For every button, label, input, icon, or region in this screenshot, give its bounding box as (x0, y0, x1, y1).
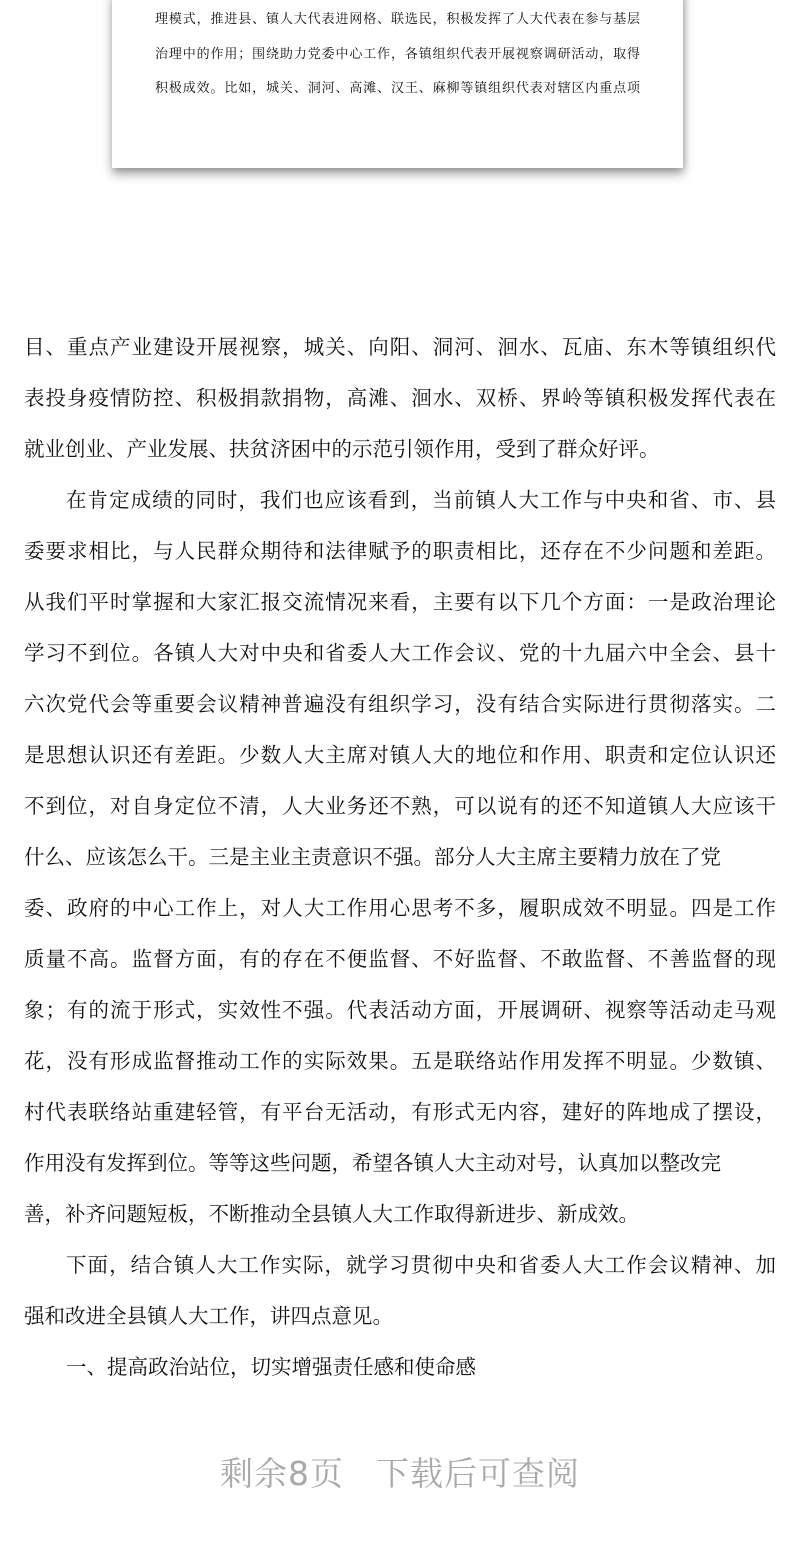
document-body (24, 322, 776, 1393)
card-text-line: 积极成效。比如，城关、洞河、高滩、汉王、麻柳等镇组织代表对辖区内重点项 (155, 81, 640, 96)
text-line: 委要求相比，与人民群众期待和法律赋予的职责相比，还存在不少问题和差距。 (24, 539, 776, 563)
text-line: 表投身疫情防控、积极捐款捐物，高滩、洄水、双桥、界岭等镇积极发挥代表在 (24, 386, 776, 410)
text-line: 善，补齐问题短板，不断推动全县镇人大工作取得新进步、新成效。 (24, 1202, 639, 1226)
text-line: 是思想认识还有差距。少数人大主席对镇人大的地位和作用、职责和定位认识还 (24, 743, 776, 767)
text-line: 学习不到位。各镇人大对中央和省委人大工作会议、党的十九届六中全会、县十 (24, 641, 776, 665)
download-prompt[interactable] (0, 1448, 800, 1495)
card-text-line: 理模式，推进县、镇人大代表进网格、联选民，积极发挥了人大代表在参与基层 (155, 12, 640, 27)
download-to-view-text[interactable]: 下载后可查阅 (376, 1454, 580, 1493)
text-line: 花，没有形成监督推动工作的实际效果。五是联络站作用发挥不明显。少数镇、 (24, 1049, 776, 1073)
card-text-line: 治理中的作用；围绕助力党委中心工作，各镇组织代表开展视察调研活动，取得 (155, 47, 640, 62)
section-heading: 一、提高政治站位，切实增强责任感和使命感 (66, 1355, 476, 1379)
text-line: 村代表联络站重建轻管，有平台无活动，有形式无内容，建好的阵地成了摆设， (24, 1100, 776, 1124)
text-line: 质量不高。监督方面，有的存在不便监督、不好监督、不敢监督、不善监督的现 (24, 947, 776, 971)
remaining-pages-text: 剩余8页 (220, 1454, 344, 1493)
previous-page-card (112, 0, 683, 168)
text-line: 不到位，对自身定位不清，人大业务还不熟，可以说有的还不知道镇人大应该干 (24, 794, 776, 818)
text-line: 委、政府的中心工作上，对人大工作用心思考不多，履职成效不明显。四是工作 (24, 896, 776, 920)
text-line: 象；有的流于形式，实效性不强。代表活动方面，开展调研、视察等活动走马观 (24, 998, 776, 1022)
text-line: 六次党代会等重要会议精神普遍没有组织学习，没有结合实际进行贯彻落实。二 (24, 692, 776, 716)
text-line: 什么、应该怎么干。三是主业主责意识不强。部分人大主席主要精力放在了党 (24, 845, 721, 869)
text-line: 强和改进全县镇人大工作，讲四点意见。 (24, 1304, 393, 1328)
text-line: 从我们平时掌握和大家汇报交流情况来看，主要有以下几个方面：一是政治理论 (24, 590, 776, 614)
text-line: 目、重点产业建设开展视察，城关、向阳、洞河、洄水、瓦庙、东木等镇组织代 (24, 335, 776, 359)
text-line: 就业创业、产业发展、扶贫济困中的示范引领作用，受到了群众好评。 (24, 437, 660, 461)
text-line: 作用没有发挥到位。等等这些问题，希望各镇人大主动对号，认真加以整改完 (24, 1151, 721, 1175)
text-line: 在肯定成绩的同时，我们也应该看到，当前镇人大工作与中央和省、市、县 (66, 488, 776, 512)
text-line: 下面，结合镇人大工作实际，就学习贯彻中央和省委人大工作会议精神、加 (66, 1253, 776, 1277)
